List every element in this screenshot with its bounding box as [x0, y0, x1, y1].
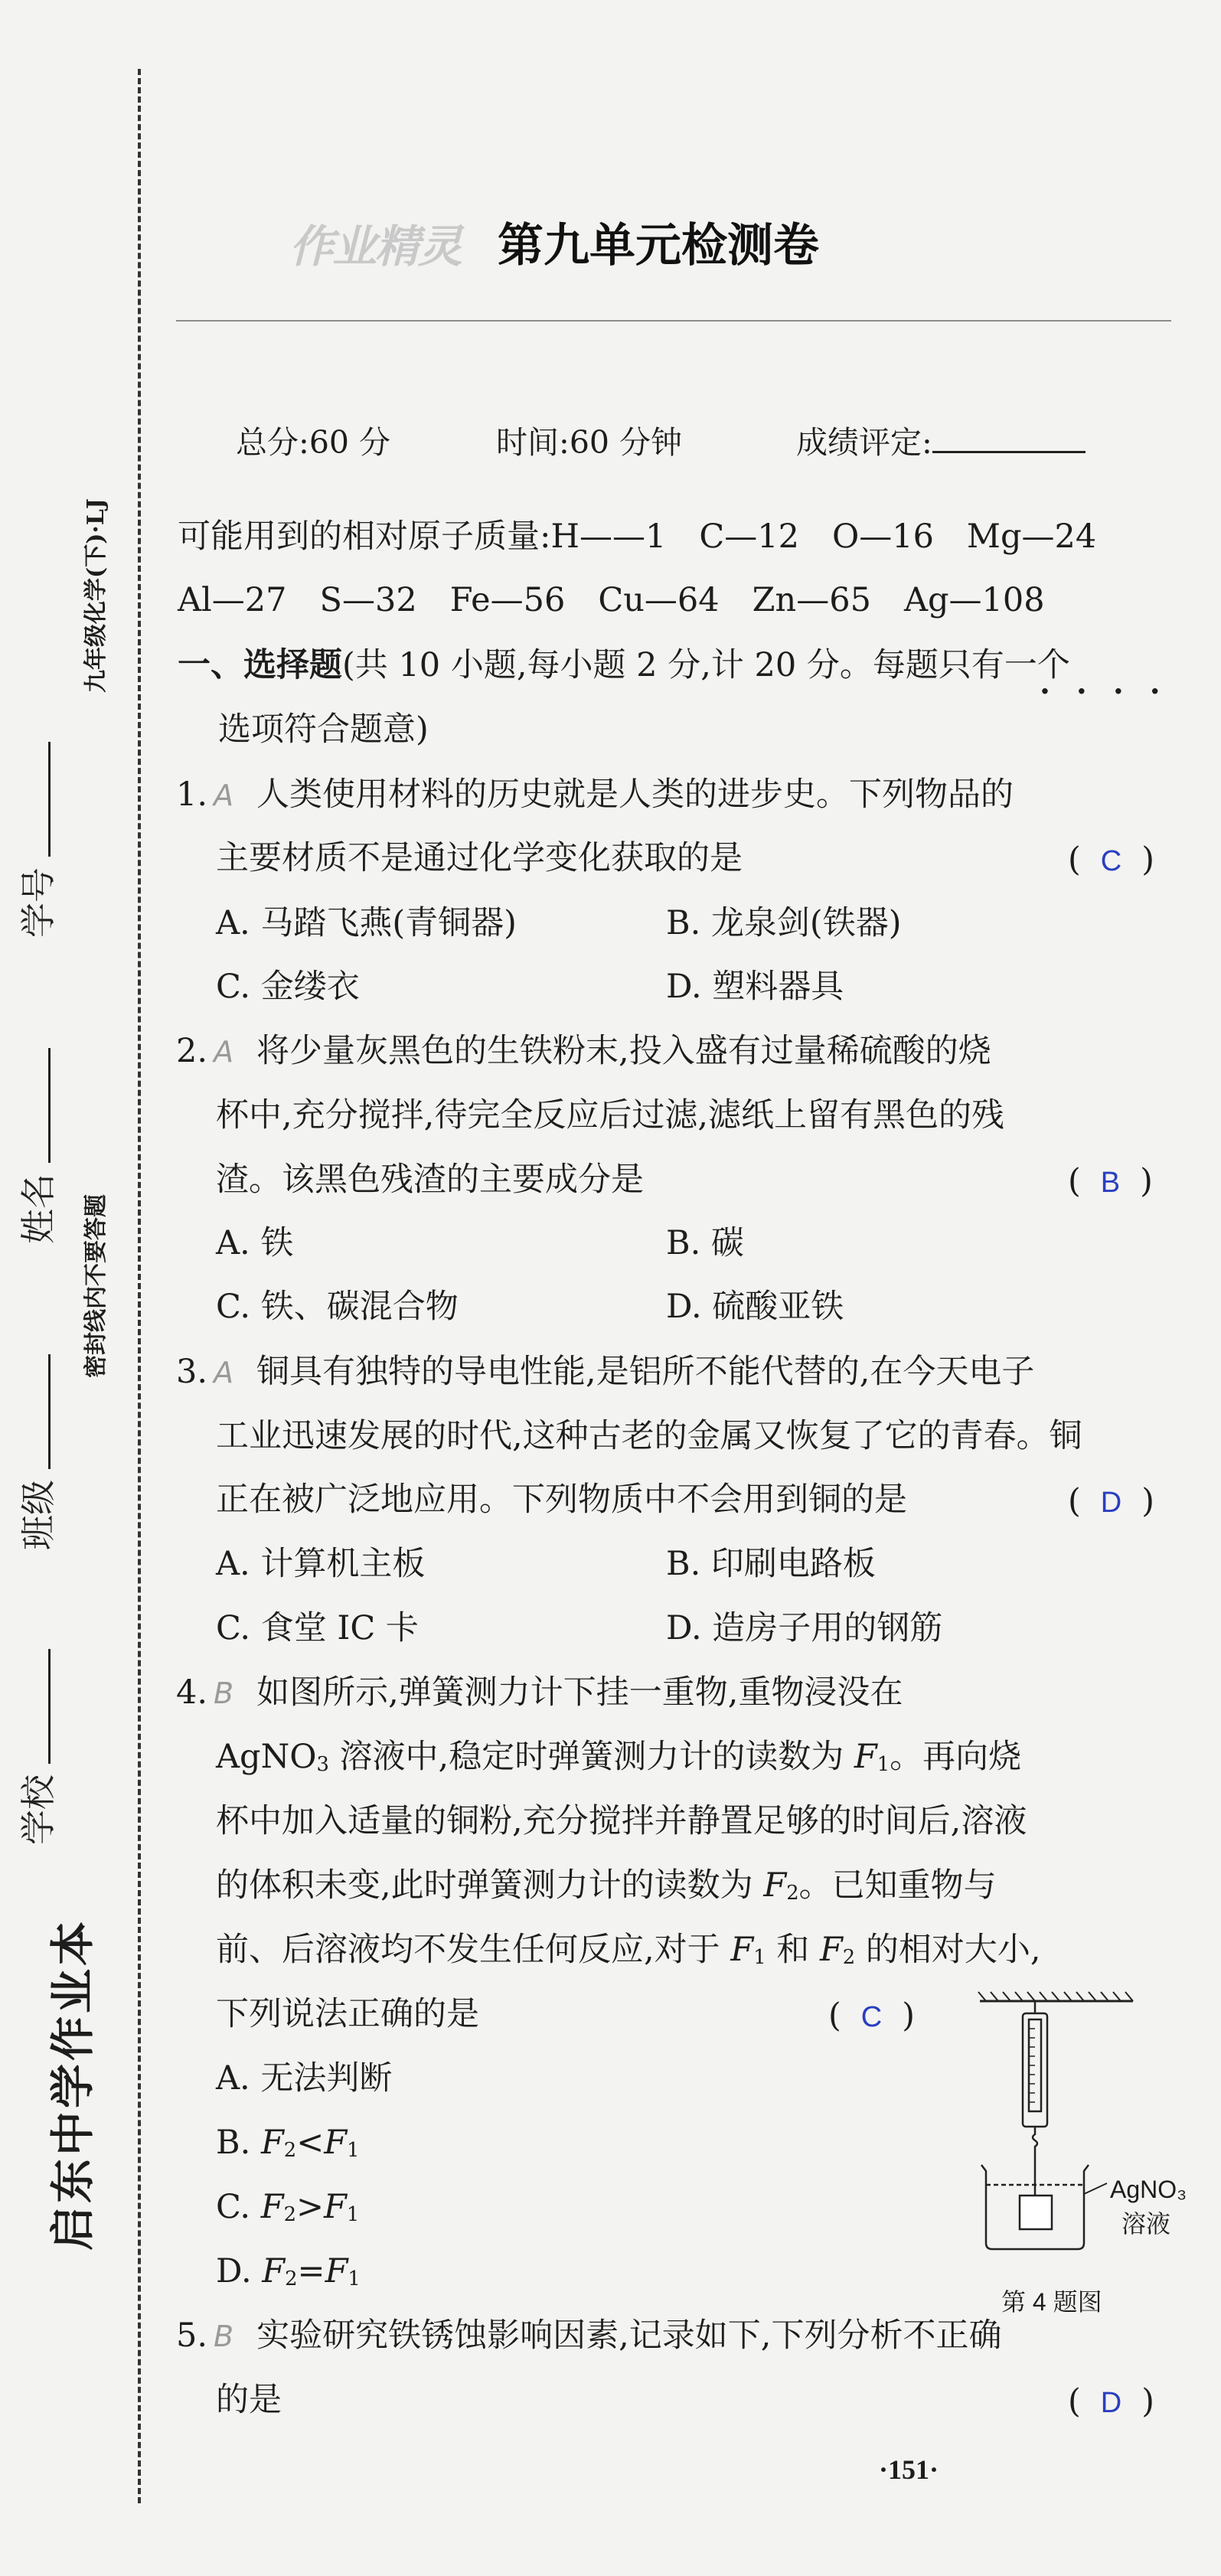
ceiling-mount	[978, 1992, 1133, 2001]
spring-balance	[1023, 2001, 1047, 2196]
q4-option-a: A. 无法判断	[216, 2059, 393, 2098]
q2-option-b: B. 碳	[666, 1224, 744, 1262]
difficulty-mark: A	[214, 779, 234, 812]
question-4-line4: 的体积未变,此时弹簧测力计的读数为 $F_2$。已知重物与	[216, 1866, 997, 1905]
seal-dashed-line	[138, 69, 141, 2503]
question-number: 1.	[176, 775, 208, 814]
id-blank[interactable]	[22, 742, 51, 857]
section-desc-line2: 选项符合题意)	[218, 710, 429, 749]
answer-5: D	[1100, 2387, 1122, 2419]
answer-3: D	[1100, 1487, 1122, 1519]
question-text: 实验研究铁锈蚀影响因素,记录如下,下列分析不正确	[256, 2316, 1002, 2355]
q3-option-c: C. 食堂 IC 卡	[216, 1609, 419, 1647]
answer-bracket-1: ( C )	[1068, 841, 1155, 879]
margin-strip	[0, 0, 145, 2576]
q4-option-c: C. $F_2>F_1$	[216, 2188, 360, 2226]
q2-option-c: C. 铁、碳混合物	[216, 1288, 459, 1326]
question-2-line3: 渣。该黑色残渣的主要成分是	[216, 1161, 644, 1199]
question-3-line2: 工业迅速发展的时代,这种古老的金属又恢复了它的青春。铜	[216, 1417, 1082, 1455]
total-score: 总分:60 分	[236, 424, 391, 461]
figure-caption: 第 4 题图	[1001, 2288, 1102, 2316]
question-text: 人类使用材料的历史就是人类的进步史。下列物品的	[256, 775, 1014, 814]
q1-option-d: D. 塑料器具	[666, 968, 844, 1006]
question-3-line1	[176, 1353, 1035, 1391]
watermark-logo: 作业精灵	[289, 220, 462, 273]
class-blank[interactable]	[22, 1354, 51, 1469]
difficulty-mark: B	[214, 1677, 234, 1710]
figure-solution-word: 溶液	[1121, 2210, 1171, 2238]
question-5-line1	[176, 2316, 1002, 2355]
answer-bracket-3: ( D )	[1068, 1482, 1155, 1520]
question-3-line3: 正在被广泛地应用。下列物质中不会用到铜的是	[216, 1481, 907, 1519]
question-4-line3: 杯中加入适量的铜粉,充分搅拌并静置足够的时间后,溶液	[216, 1802, 1027, 1840]
name-blank[interactable]	[22, 1048, 51, 1163]
page-title: 第九单元检测卷	[498, 219, 819, 273]
class-label: 班级	[18, 1480, 59, 1550]
q4-option-d: D. $F_2=F_1$	[216, 2252, 361, 2290]
q3-option-d: D. 造房子用的钢筋	[666, 1609, 943, 1647]
page-number: ·151·	[879, 2454, 939, 2485]
atomic-masses-line1: 可能用到的相对原子质量:H——1 C—12 O—16 Mg—24	[178, 517, 1097, 556]
question-5-line2: 的是	[216, 2381, 282, 2419]
question-number: 3.	[176, 1353, 208, 1391]
question-1-line2: 主要材质不是通过化学变化获取的是	[216, 839, 743, 877]
weight-block	[1020, 2196, 1052, 2229]
answer-2: B	[1100, 1167, 1121, 1199]
figure-solution-formula: AgNO₃	[1110, 2176, 1187, 2203]
question-4-line1	[176, 1673, 903, 1712]
grade-label: 成绩评定:	[796, 424, 932, 461]
question-1-line1	[176, 775, 1014, 814]
answer-bracket-2: ( B )	[1068, 1162, 1153, 1200]
section-title: 一、选择题	[178, 646, 342, 684]
answer-bracket-4: ( C )	[828, 1996, 916, 2035]
school-field	[11, 1649, 61, 1845]
question-4-line2: AgNO$_3$ 溶液中,稳定时弹簧测力计的读数为 $F_1$。再向烧	[216, 1738, 1022, 1776]
name-label: 姓名	[18, 1174, 59, 1244]
question-text: 将少量灰黑色的生铁粉末,投入盛有过量稀硫酸的烧	[256, 1032, 991, 1070]
question-2-line2: 杯中,充分搅拌,待完全反应后过滤,滤纸上留有黑色的残	[216, 1096, 1005, 1135]
school-blank[interactable]	[22, 1649, 51, 1764]
class-field	[11, 1354, 61, 1550]
difficulty-mark: A	[214, 1035, 234, 1069]
q3-option-a: A. 计算机主板	[216, 1545, 426, 1583]
question-text: 如图所示,弹簧测力计下挂一重物,重物浸没在	[256, 1673, 903, 1712]
question-text: 铜具有独特的导电性能,是铝所不能代替的,在今天电子	[256, 1353, 1035, 1391]
brand-label: 启东中学作业本	[47, 1918, 99, 2251]
difficulty-mark: B	[214, 2320, 234, 2353]
atomic-masses-line2: Al—27 S—32 Fe—56 Cu—64 Zn—65 Ag—108	[178, 581, 1045, 619]
q1-option-b: B. 龙泉剑(铁器)	[666, 904, 902, 942]
emphasis-dots: ····	[1040, 674, 1187, 710]
school-label: 学校	[18, 1774, 59, 1845]
q2-option-a: A. 铁	[216, 1224, 294, 1262]
question-number: 4.	[176, 1673, 208, 1712]
section-one-heading	[178, 646, 1070, 684]
answer-1: C	[1100, 845, 1122, 877]
id-label: 学号	[18, 867, 59, 938]
q3-option-b: B. 印刷电路板	[666, 1545, 876, 1583]
q1-option-a: A. 马踏飞燕(青铜器)	[216, 904, 517, 942]
question-4-line5: 前、后溶液均不发生任何反应,对于 $F_1$ 和 $F_2$ 的相对大小,	[216, 1931, 1041, 1969]
series-label: 九年级化学(下)·LJ	[83, 498, 109, 693]
answer-4: C	[860, 2001, 883, 2033]
section-desc: (共 10 小题,每小题 2 分,计 20 分。每题只有一个	[342, 646, 1070, 684]
grade-blank[interactable]	[932, 423, 1086, 453]
difficulty-mark: A	[214, 1356, 234, 1389]
name-field	[11, 1048, 61, 1244]
header-rule	[176, 320, 1171, 322]
q4-option-b: B. $F_2<F_1$	[216, 2124, 360, 2162]
question-2-line1	[176, 1032, 991, 1070]
q1-option-c: C. 金缕衣	[216, 968, 360, 1006]
q2-option-d: D. 硫酸亚铁	[666, 1288, 844, 1326]
seal-note: 密封线内不要答题	[83, 1194, 109, 1378]
answer-bracket-5: ( D )	[1068, 2382, 1155, 2421]
question-number: 2.	[176, 1032, 208, 1070]
question-4-line6: 下列说法正确的是	[216, 1995, 479, 2033]
question-number: 5.	[176, 2316, 208, 2355]
time-limit: 时间:60 分钟	[496, 424, 683, 461]
grade-field	[796, 417, 1086, 462]
student-id-field	[11, 742, 61, 938]
